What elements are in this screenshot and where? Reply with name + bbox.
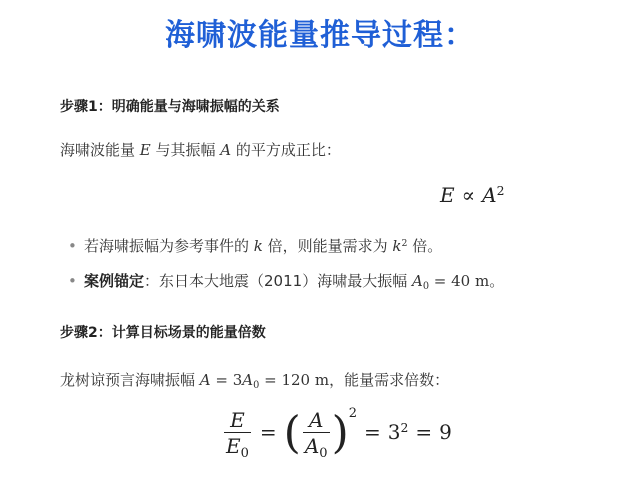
fraction-numerator: E (224, 408, 251, 433)
base-exponent: 2 (400, 420, 409, 436)
intro-text-b: 与其振幅 (150, 141, 221, 159)
step2-line (60, 369, 449, 390)
var-a0: A (242, 371, 254, 389)
bullet1-text-b: 倍，则能量需求为 (262, 237, 393, 255)
formula-lhs: E (440, 183, 455, 207)
var-k-squared: k (392, 237, 402, 255)
fraction-a-over-a0 (303, 408, 330, 459)
left-paren: ( (283, 407, 301, 459)
proportional-formula (440, 183, 505, 207)
fraction-e-over-e0 (224, 408, 251, 459)
step2-eq: = 3 (210, 371, 243, 389)
fraction-denominator (224, 433, 251, 459)
formula-rhs: A (482, 183, 497, 207)
bullet2-value: = 40 m (429, 272, 490, 290)
equals-sign: = (259, 420, 277, 444)
bullet1-text-a: 若海啸振幅为参考事件的 (84, 237, 254, 255)
equals-sign: = (364, 420, 381, 444)
step2-heading: 步骤2：计算目标场景的能量倍数 (60, 325, 266, 341)
var-a0-subscript: 0 (422, 280, 430, 292)
bullet-icon: • (68, 237, 77, 255)
list-item (68, 235, 442, 256)
page-title: 海啸波能量推导过程： (165, 18, 475, 53)
fraction-numerator: A (303, 408, 330, 433)
var-energy: E (139, 141, 151, 159)
step2-value: = 120 m (259, 371, 330, 389)
energy-ratio-formula (222, 408, 452, 459)
step2-text-b: ，能量需求倍数： (329, 371, 450, 389)
var-a0: A (411, 272, 423, 290)
fraction-denominator (303, 433, 330, 459)
bullet-icon: • (68, 272, 77, 290)
den-var: A (304, 434, 320, 458)
bullet1-text-c: 倍。 (407, 237, 443, 255)
ratio-exponent: 2 (348, 406, 358, 421)
var-a0-subscript: 0 (253, 379, 260, 391)
bullet2-text-a: ：东日本大地震（2011）海啸最大振幅 (144, 272, 412, 290)
right-paren: ) (331, 407, 349, 459)
den-var: E (226, 434, 241, 458)
var-k: k (253, 237, 263, 255)
case-label: 案例锚定 (84, 272, 145, 290)
proportional-symbol: ∝ (461, 183, 476, 207)
result-value: 9 (439, 420, 452, 444)
intro-text-c: 的平方成正比： (231, 141, 341, 159)
den-subscript: 0 (319, 445, 328, 461)
den-subscript: 0 (240, 445, 249, 461)
formula-exponent: 2 (496, 183, 505, 199)
var-amplitude: A (199, 371, 211, 389)
bullet1-exponent: 2 (401, 237, 408, 249)
var-amplitude: A (220, 141, 232, 159)
intro-text-a: 海啸波能量 (60, 141, 140, 159)
list-item (68, 270, 504, 291)
bullet2-end: 。 (489, 272, 505, 290)
base-three: 3 (387, 420, 401, 444)
step2-text-a: 龙树谅预言海啸振幅 (60, 371, 200, 389)
step1-heading: 步骤1：明确能量与海啸振幅的关系 (60, 99, 280, 115)
equals-sign: = (415, 420, 433, 444)
step1-intro (60, 139, 341, 160)
